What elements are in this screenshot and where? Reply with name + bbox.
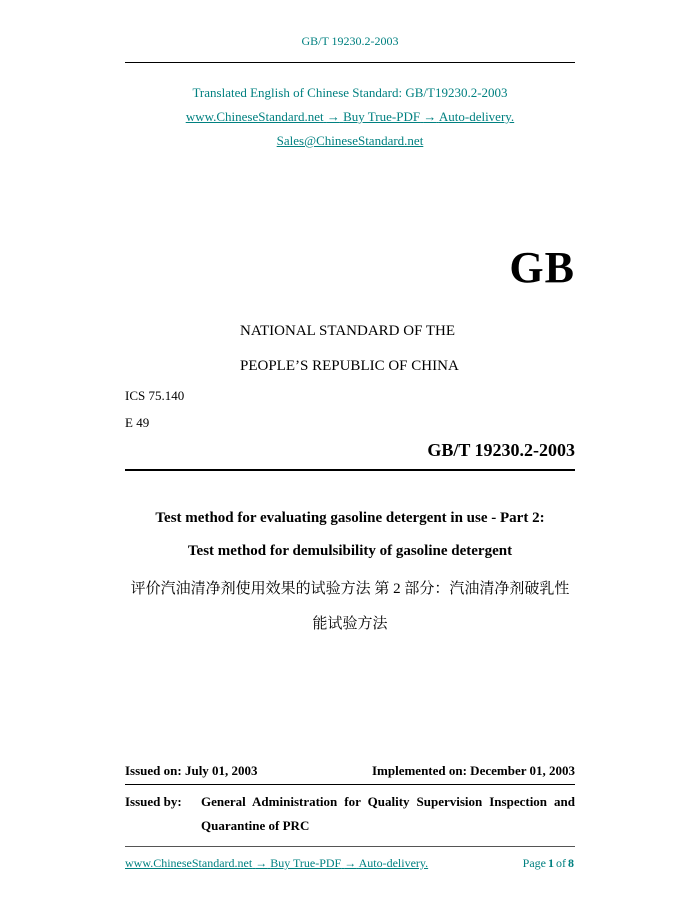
standard-number: GB/T 19230.2-2003 [427,440,575,460]
page-label: Page [522,856,546,870]
issued-by-block [125,790,575,838]
issued-by-value [201,790,575,838]
footer-divider [125,846,575,847]
issued-by-label: Issued by: [125,794,182,809]
title-en-line1: Test method for evaluating gasoline detergent in use - Part 2: [155,510,545,526]
issue-dates-row [125,763,575,779]
arrow-icon: → [423,109,437,124]
footer-auto-label: Auto-delivery. [358,856,429,870]
arrow-icon: → [255,856,268,870]
dates-divider [125,784,575,785]
issued-by-line2: Quarantine of PRC [201,818,310,833]
issued-by-line1: General Administration for Quality Supervision Inspection and [201,794,575,809]
title-en-line2: Test method for demulsibility of gasoline detergent [187,543,513,559]
footer-row [125,856,575,871]
header-buy-line-text [186,109,514,124]
page-number: 1 [548,856,554,870]
of-label: of [556,856,566,870]
issued-on-date: Issued on: July 01, 2003 [125,763,258,778]
header-divider [125,62,575,63]
footer-buy-line [125,856,428,871]
page-total: 8 [568,856,574,870]
title-divider [125,469,575,471]
footer-site-link[interactable]: www.ChineseStandard.net [125,856,253,870]
buy-true-pdf-label: Buy True-PDF [343,109,421,124]
auto-delivery-label: Auto-delivery. [438,109,515,124]
header-buy-line [125,109,575,125]
sales-email-link[interactable]: Sales@ChineseStandard.net [276,133,424,148]
header-doc-number: GB/T 19230.2-2003 [301,34,399,48]
org-name-line2: PEOPLE’S REPUBLIC OF CHINA [240,358,459,374]
ics-code: ICS 75.140 [125,388,185,403]
gb-logo: GB [509,243,575,292]
footer-buy-label: Buy True-PDF [270,856,342,870]
class-code: E 49 [125,415,150,430]
arrow-icon: → [326,109,340,124]
title-zh-line2: 能试验方法 [312,616,388,632]
translated-standard-line: Translated English of Chinese Standard: GB/T19230.2-2003 [192,85,508,100]
site-link[interactable]: www.ChineseStandard.net [185,109,324,124]
org-name-line1: NATIONAL STANDARD OF THE [240,323,456,339]
header-email-line [125,133,575,149]
arrow-icon: → [344,856,357,870]
title-zh-line1: 评价汽油清净剂使用效果的试验方法 第 2 部分：汽油清净剂破乳性 [130,581,570,597]
implemented-on-date: Implemented on: December 01, 2003 [371,763,575,778]
page-indicator [522,856,575,871]
